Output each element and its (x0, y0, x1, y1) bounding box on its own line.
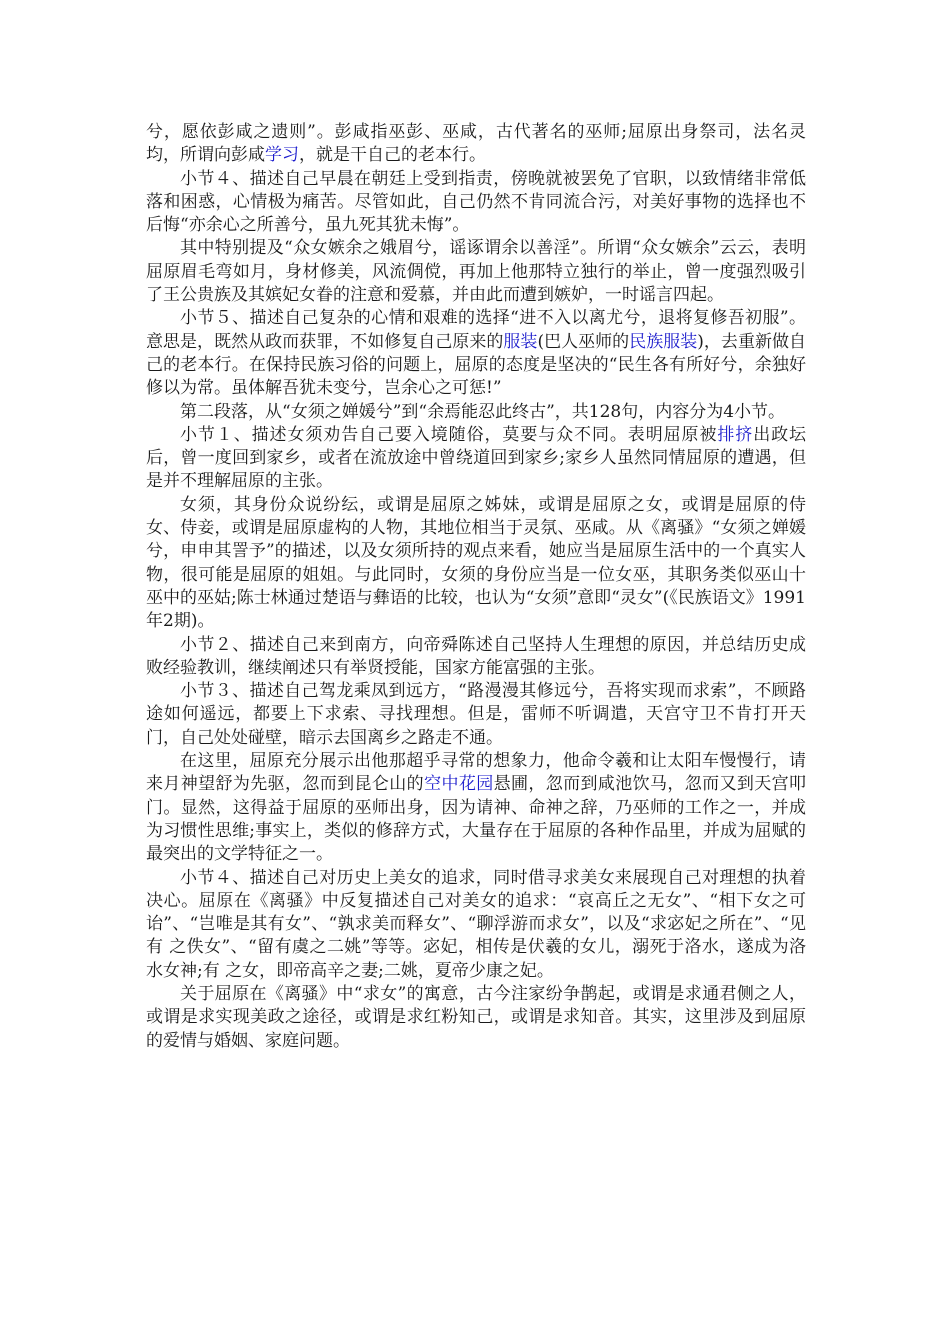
paragraph-text: 小节４、描述自己对历史上美女的追求，同时借寻求美女来展现自己对理想的执着决心。屈原在《离骚》中反复描述自己对美女的追求：“哀高丘之无女”、“相下女之可诒”、“岂唯是其有女”、“孰求美而释女”、“聊浮游而求女”，以及“求宓妃之所在”、“见有 之佚女”、“留有虞之二姚”等等。宓妃，相传是伏羲的女儿，溺死于洛水，遂成为洛水女神;有 之女，即帝高辛之妻;二姚，夏帝少康之妃。 (146, 867, 806, 981)
link-fuzhuang[interactable]: 服装 (503, 331, 538, 352)
paragraph-p10 (146, 750, 806, 866)
paragraph-text: 小节４、描述自己早晨在朝廷上受到指责，傍晚就被罢免了官职，以致情绪非常低落和困惑，心情极为痛苦。尽管如此，自己仍然不肯同流合污，对美好事物的选择也不后悔“亦余心之所善兮，虽九死其犹未悔”。 (146, 168, 806, 236)
paragraph-text: 兮，愿依彭咸之遗则”。彭咸指巫彭、巫咸，古代著名的巫师;屈原出身祭司，法名灵均，所谓向彭咸 (146, 122, 806, 166)
paragraph-p12 (146, 983, 806, 1053)
paragraph-p03 (146, 237, 806, 307)
link-minzu-fuzhuang[interactable]: 民族服装 (629, 331, 698, 352)
link-paiji[interactable]: 排挤 (717, 424, 754, 445)
paragraph-text: 关于屈原在《离骚》中“求女”的寓意，古今注家纷争鹊起，或谓是求通君侧之人，或谓是求实现美政之途径，或谓是求红粉知己，或谓是求知音。其实，这里涉及到屈原的爱情与婚姻、家庭问题。 (146, 983, 806, 1051)
paragraph-p05 (146, 401, 806, 424)
paragraph-p08 (146, 634, 806, 681)
paragraph-text: 悬圃，忽而到咸池饮马，忽而又到天宫叩门。显然，这得益于屈原的巫师出身，因为请神、命神之辞，乃巫师的工作之一，并成为习惯性思维;事实上，类似的修辞方式，大量存在于屈原的各种作品里，并成为屈赋的最突出的文学特征之一。 (146, 774, 807, 865)
paragraph-p04 (146, 307, 806, 400)
paragraph-p11 (146, 867, 806, 983)
paragraph-text: )，去重新做自己的老本行。在保持民族习俗的问题上，屈原的态度是坚决的“民生各有所好兮，余独好修以为常。虽体解吾犹未变兮，岂余心之可惩!” (146, 331, 807, 399)
paragraph-p02 (146, 168, 806, 238)
paragraph-text: (巴人巫师的 (537, 331, 630, 352)
link-xuexi[interactable]: 学习 (265, 145, 299, 166)
paragraph-text: 小节５、描述自己复杂的心情和艰难的选择“进不入以离尤兮，退将复修吾初服”。意思是，既然从政而获罪，不如修复自己原来的 (146, 308, 806, 352)
paragraph-text: 第二段落，从“女须之婵媛兮”到“余焉能忍此终古”，共128句，内容分为4小节。 (180, 401, 786, 422)
paragraph-text: 小节１、描述女须劝告自己要入境随俗，莫要与众不同。表明屈原被 (180, 424, 718, 445)
paragraph-text: 其中特别提及“众女嫉余之娥眉兮，谣诼谓余以善淫”。所谓“众女嫉余”云云，表明屈原眉毛弯如月，身材修美，风流倜傥，再加上他那特立独行的举止，曾一度强烈吸引了王公贵族及其嫔妃女眷的注意和爱慕，并由此而遭到嫉妒，一时谣言四起。 (146, 238, 806, 306)
paragraph-text: 女须，其身份众说纷纭，或谓是屈原之姊妹，或谓是屈原之女，或谓是屈原的侍女、侍妾，或谓是屈原虚构的人物，其地位相当于灵氛、巫咸。从《离骚》“女须之婵媛兮，申申其詈予”的描述，以及女须所持的观点来看，她应当是屈原生活中的一个真实人物，很可能是屈原的姐姐。与此同时，女须的身份应当是一位女巫，其职务类似巫山十巫中的巫姑;陈士林通过楚语与彝语的比较，也认为“女须”意即“灵女”(《民族语文》1991年2期)。 (146, 494, 806, 632)
paragraph-p01 (146, 121, 806, 168)
paragraph-p07 (146, 494, 806, 634)
paragraph-text: ，就是干自己的老本行。 (299, 145, 486, 166)
paragraph-p06 (146, 424, 806, 494)
paragraph-text: 小节２、描述自己来到南方，向帝舜陈述自己坚持人生理想的原因，并总结历史成败经验教训，继续阐述只有举贤授能，国家方能富强的主张。 (146, 634, 806, 678)
paragraph-text: 在这里，屈原充分展示出他那超乎寻常的想象力，他命令羲和让太阳车慢慢行，请来月神望舒为先驱，忽而到昆仑山的 (146, 751, 806, 795)
paragraph-text: 出政坛后，曾一度回到家乡，或者在流放途中曾绕道回到家乡;家乡人虽然同情屈原的遭遇，但是并不理解屈原的主张。 (146, 424, 807, 492)
paragraph-p09 (146, 680, 806, 750)
paragraph-text: 小节３、描述自己驾龙乘凤到远方，“路漫漫其修远兮，吾将实现而求索”，不顾路途如何遥远，都要上下求索、寻找理想。但是，雷师不听调遣，天宫守卫不肯打开天门，自己处处碰壁，暗示去国离乡之路走不通。 (146, 681, 806, 748)
link-kongzhong-huayuan[interactable]: 空中花园 (424, 774, 494, 795)
